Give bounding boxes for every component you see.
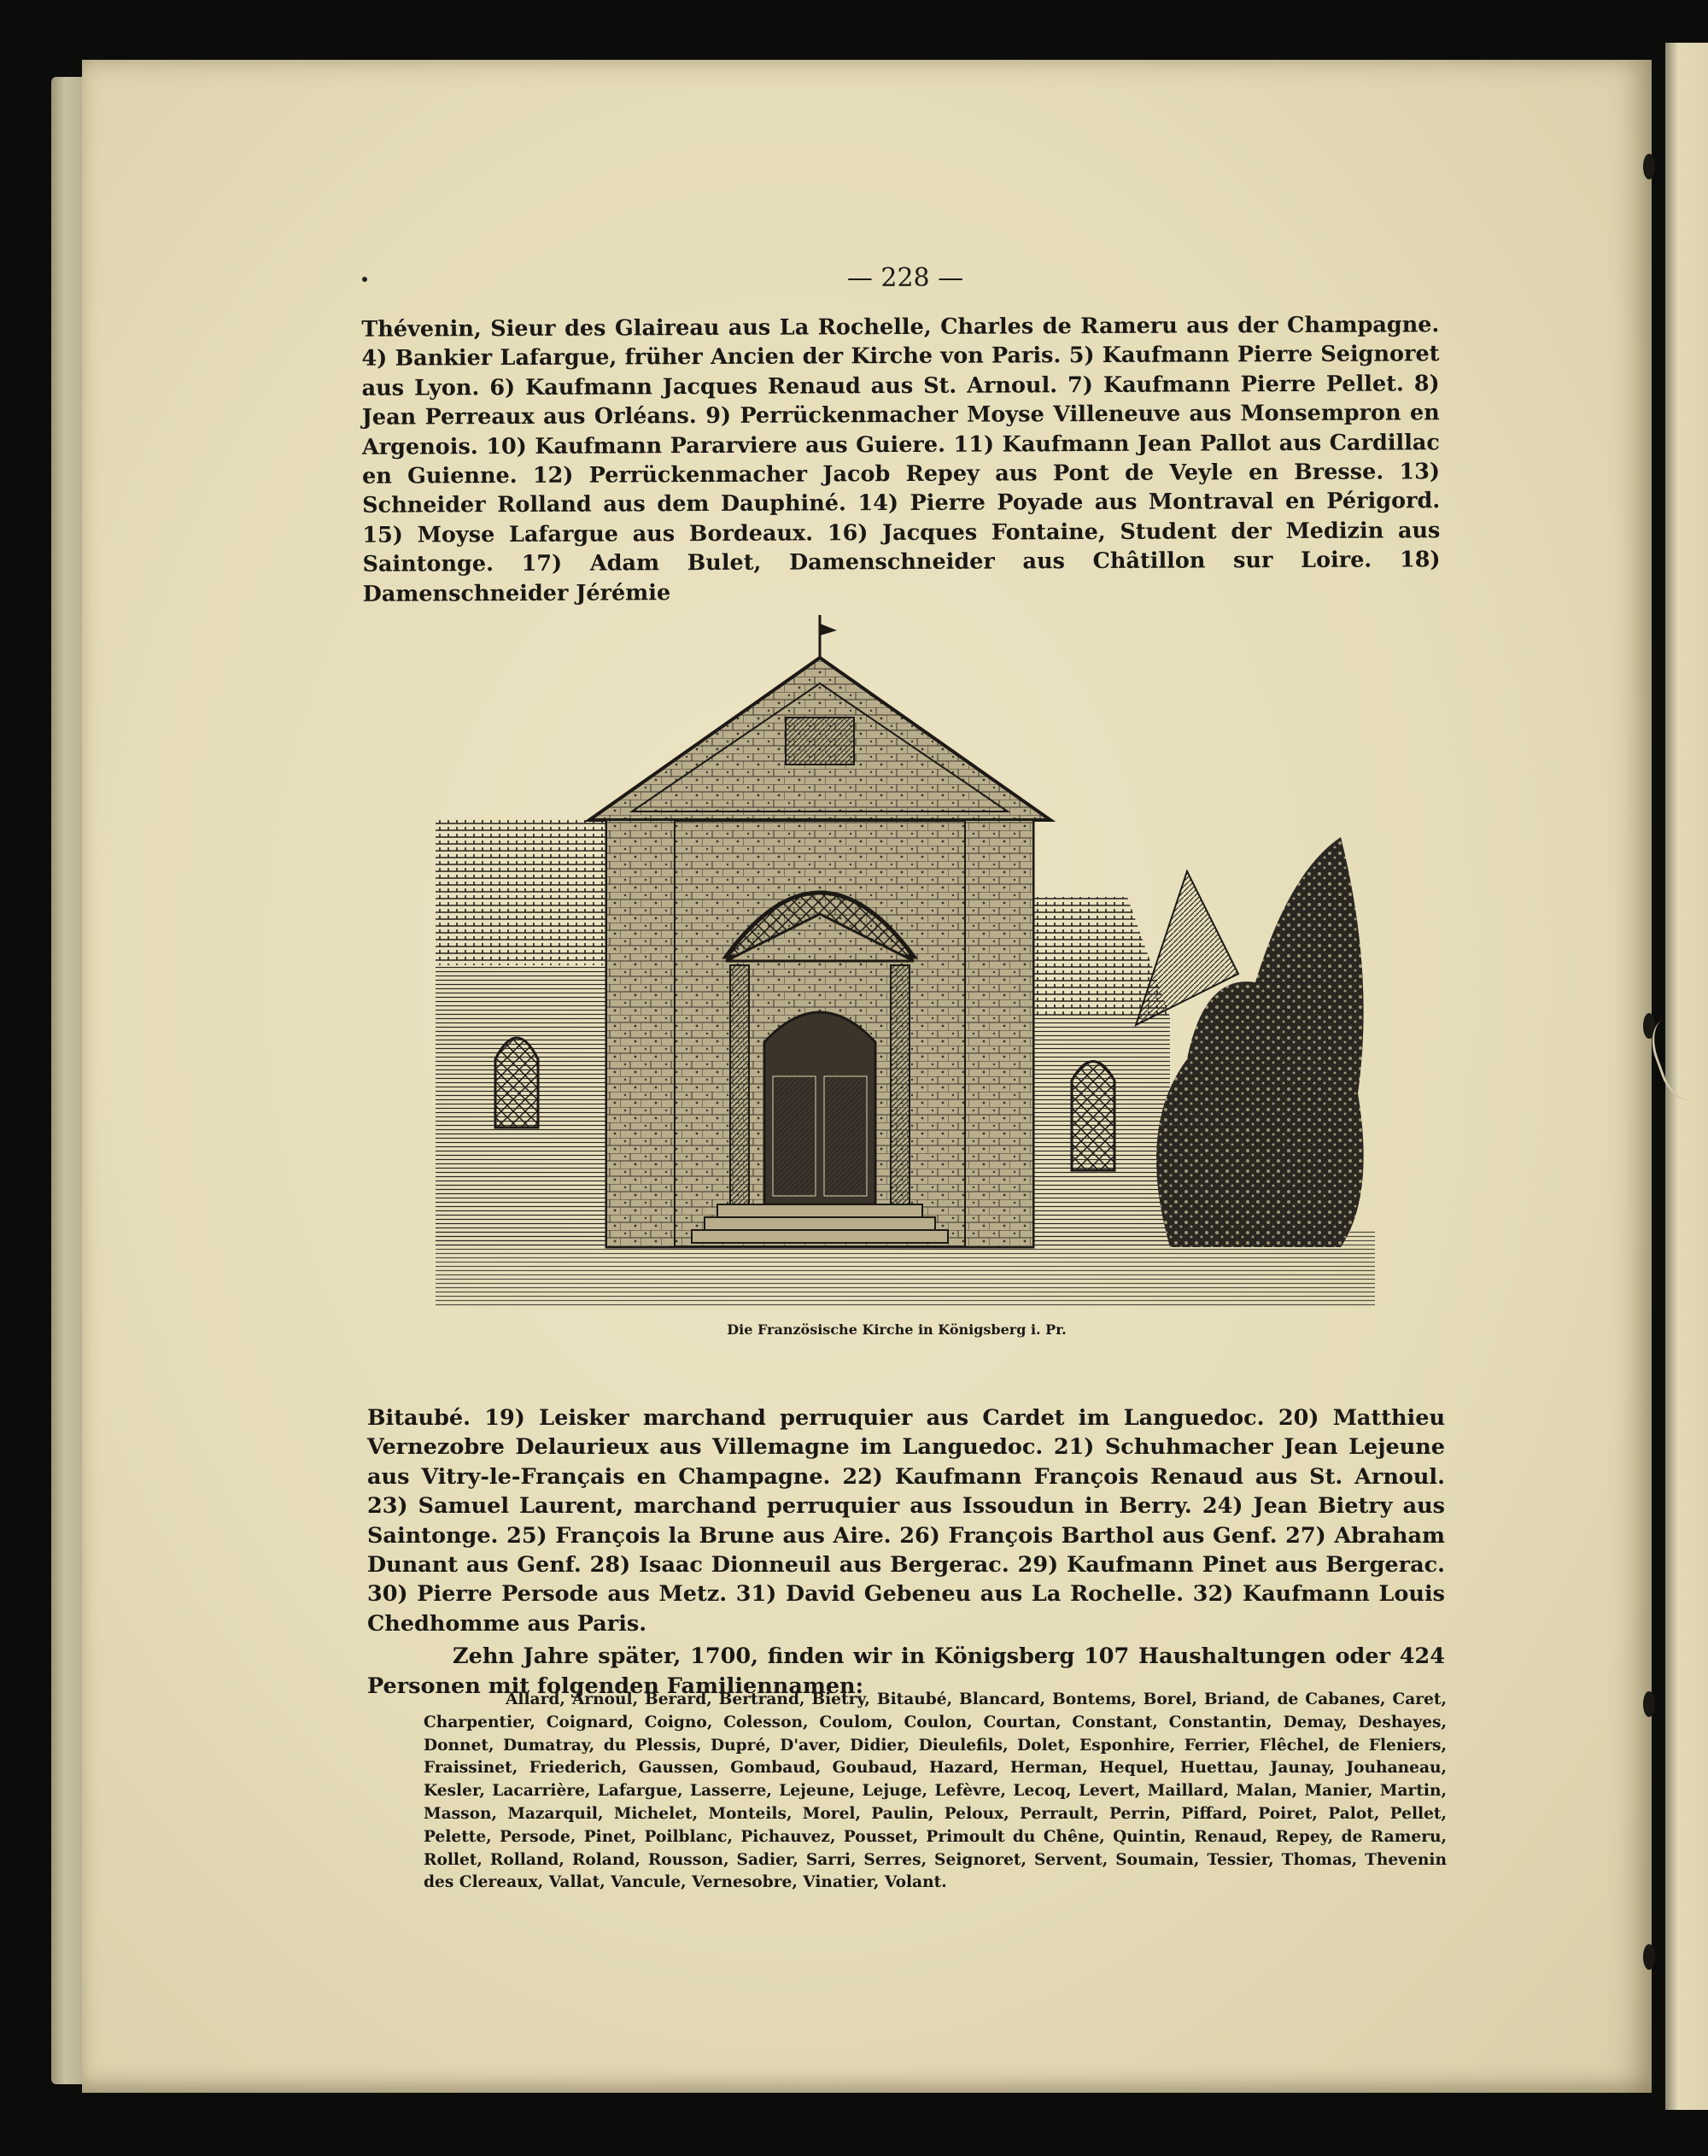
page-number: — 228 —	[846, 263, 964, 293]
family-names: Allard, Arnoul, Berard, Bertrand, Bietry, Bitaubé, Blancard, Bontems, Borel, Briand, de Cabanes, Caret, Charpentier, Coignard, Coigno, Colesson, Coulom, Coulon, Courtan, Constant, Constantin, Demay, Deshayes, Donnet, Dumatray, du Plessis, Dupré, D'aver, Didier, Dieulefils, Dolet, Esponhire, Ferrier, Flêchel, de Fleniers, Fraissinet, Friederich, Gaussen, Gombaud, Goubaud, Hazard, Herman, Hequel, Huettau, Jaunay, Jouhaneau, Kesler, Lacarrière, Lafargue, Lasserre, Lejeune, Lejuge, Lefèvre, Lecoq, Levert, Maillard, Malan, Manier, Martin, Masson, Mazarquil, Michelet, Monteils, Morel, Paulin, Peloux, Perrault, Perrin, Piffard, Poiret, Palot, Pellet, Pelette, Persode, Pinet, Poilblanc, Pichauvez, Pousset, Primoult du Chêne, Quintin, Renaud, Repey, de Rameru, Rollet, Rolland, Roland, Rousson, Sadier, Sarri, Serres, Seignoret, Servent, Soumain, Tessier, Thomas, Thevenin des Clereaux, Vallat, Vancule, Vernesobre, Vinatier, Volant.	[424, 1690, 1447, 1892]
paragraph: Thévenin, Sieur des Glaireau aus La Rochelle, Charles de Rameru aus der Champagne. 4) Bankier Lafargue, früher Ancien der Kirche von Paris. 5) Kaufmann Pierre Seignoret aus Lyon. 6) Kaufmann Jacques Renaud aus St. Arnoul. 7) Kaufmann Pierre Pellet. 8) Jean Perreaux aus Orléans. 9) Perrückenmacher Moyse Villeneuve aus Monsempron en Argenois. 10) Kaufmann Pararviere aus Guiere. 11) Kaufmann Jean Pallot aus Cardillac en Guienne. 12) Perrückenmacher Jacob Repey aus Pont de Veyle en Bresse. 13) Schneider Rolland aus dem Dauphiné. 14) Pierre Poyade aus Montraval en Périgord. 15) Moyse Lafargue aus Bordeaux. 16) Jacques Fontaine, Student der Medizin aus Saintonge. 17) Adam Bulet, Damenschneider aus Châtillon sur Loire. 18) Damenschneider Jérémie	[361, 312, 1441, 607]
print-mark	[362, 277, 367, 282]
binding-hole	[1643, 1944, 1655, 1970]
paragraph: Bitaubé. 19) Leisker marchand perruquier aus Cardet im Languedoc. 20) Matthieu Vernezobre Delaurieux aus Villemagne im Languedoc. 21) Schuhmacher Jean Lejeune aus Vitry-le-Français en Champagne. 22) Kaufmann François Renaud aus St. Arnoul. 23) Samuel Laurent, marchand perruquier aus Issoudun in Berry. 24) Jean Bietry aus Saintonge. 25) François la Brune aus Aire. 26) François Barthol aus Genf. 27) Abraham Dunant aus Genf. 28) Isaac Dionneuil aus Bergerac. 29) Kaufmann Pinet aus Bergerac. 30) Pierre Persode aus Metz. 31) David Gebeneu aus La Rochelle. 32) Kaufmann Louis Chedhomme aus Paris.	[367, 1405, 1445, 1637]
binding-hole	[1643, 154, 1655, 179]
church-illustration	[436, 615, 1375, 1315]
family-names-list	[424, 1689, 1447, 1895]
page-stack-edge	[51, 77, 85, 2084]
bottom-text-block	[367, 1403, 1445, 1701]
binding-hole	[1643, 1691, 1655, 1717]
intro-paragraph: Zehn Jahre später, 1700, finden wir in Königsberg 107 Haushaltungen oder 424 Personen mit folgenden Familiennamen:	[367, 1643, 1445, 1699]
top-text-block	[361, 310, 1440, 609]
figure-caption: Die Französische Kirche in Königsberg i. Pr.	[727, 1321, 1067, 1338]
